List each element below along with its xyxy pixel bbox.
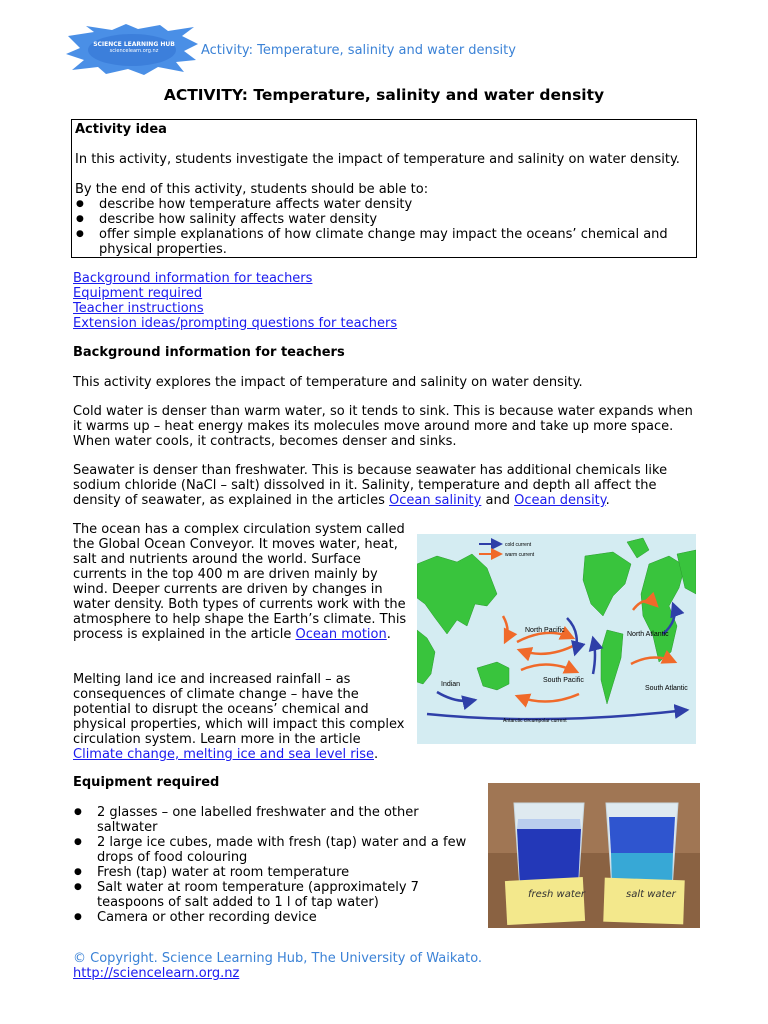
list-item: ● describe how temperature affects water density: [75, 197, 693, 212]
south-pacific-label: South Pacific: [543, 677, 584, 684]
legend-warm-label: warm current: [505, 552, 535, 558]
list-item: ● offer simple explanations of how climate change may impact the oceans’ chemical and physical properties.: [75, 227, 693, 257]
activity-idea-intro: In this activity, students investigate the impact of temperature and salinity on water density.: [75, 152, 680, 167]
activity-idea-box: [71, 119, 697, 258]
europe-africa-shape: [641, 556, 685, 662]
background-paragraph-1: This activity explores the impact of temperature and salinity on water density.: [73, 375, 583, 390]
glasses-photo: [488, 783, 700, 928]
background-heading: Background information for teachers: [73, 345, 345, 360]
link-extension-ideas[interactable]: Extension ideas/prompting questions for teachers: [73, 316, 398, 331]
legend-cold-label: cold current: [505, 542, 532, 548]
antarctic-label: Antarctic circumpolar current: [503, 718, 567, 724]
africa-shape: [417, 630, 435, 684]
salt-water-label: salt water: [626, 889, 676, 900]
background-paragraph-5: Melting land ice and increased rainfall – as consequences of climate change – have the potential to disrupt the oceans’ chemical and physical properties, which will impact this complex circulation system. Learn more in the article Climate change, melting ice and sea level rise.: [73, 672, 405, 762]
link-ocean-density[interactable]: Ocean density: [514, 493, 606, 508]
south-atlantic-label: South Atlantic: [645, 685, 688, 692]
page-header: [60, 22, 620, 80]
section-links: [73, 271, 397, 331]
list-item: ● 2 glasses – one labelled freshwater and the other saltwater: [73, 805, 478, 835]
link-teacher-instructions[interactable]: Teacher instructions: [73, 301, 204, 316]
page-title: ACTIVITY: Temperature, salinity and water density: [163, 86, 605, 104]
australia-shape: [477, 662, 509, 690]
south-america-shape: [601, 630, 623, 704]
fresh-water-label: fresh water: [528, 889, 586, 900]
list-item: ● describe how salinity affects water density: [75, 212, 693, 227]
background-paragraph-3: Seawater is denser than freshwater. This is because seawater has additional chemicals like sodium chloride (NaCl – salt) dissolved in it. Salinity, temperature and depth all affect the density of seawater, as explained in the articles Ocean salinity and Ocean density.: [73, 463, 668, 508]
north-pacific-label: North Pacific: [525, 627, 565, 634]
activity-idea-lead: By the end of this activity, students should be able to:: [75, 182, 429, 197]
background-paragraph-2: Cold water is denser than warm water, so it tends to sink. This is because water expands when it warms up – heat energy makes its molecules move around more and take up more space. When water cools, it contracts, becomes denser and sinks.: [73, 404, 693, 449]
north-atlantic-label: North Atlantic: [627, 631, 669, 638]
equipment-heading: Equipment required: [73, 775, 220, 790]
equipment-list: [73, 805, 478, 925]
link-equipment[interactable]: Equipment required: [73, 286, 203, 301]
science-learning-hub-logo: SCIENCE LEARNING HUB sciencelearn.org.nz: [64, 24, 200, 76]
list-item: ● Camera or other recording device: [73, 910, 478, 925]
header-title: Activity: Temperature, salinity and water density: [201, 43, 516, 58]
list-item: ● Fresh (tap) water at room temperature: [73, 865, 478, 880]
page-footer: [73, 951, 482, 981]
greenland-shape: [627, 538, 649, 558]
link-background[interactable]: Background information for teachers: [73, 271, 313, 286]
background-paragraph-4: The ocean has a complex circulation system called the Global Ocean Conveyor. It moves water, heat, salt and nutrients around the world. Surface currents in the top 400 m are driven mainly by wind. Deeper currents are driven by changes in water density. Both types of currents work with the atmosphere to help shape the Earth’s climate. This process is explained in the article Ocean motion.: [73, 522, 407, 642]
list-item: ● Salt water at room temperature (approximately 7 teaspoons of salt added to 1 l of tap water): [73, 880, 478, 910]
ocean-currents-map: [417, 534, 696, 744]
eurasia-shape: [417, 554, 497, 634]
copyright-text: © Copyright. Science Learning Hub, The University of Waikato.: [73, 951, 483, 966]
learning-outcomes-list: [75, 197, 693, 257]
link-climate-change[interactable]: Climate change, melting ice and sea level rise: [73, 747, 374, 762]
list-item: ● 2 large ice cubes, made with fresh (tap) water and a few drops of food colouring: [73, 835, 478, 865]
link-ocean-salinity[interactable]: Ocean salinity: [389, 493, 482, 508]
link-ocean-motion[interactable]: Ocean motion: [295, 627, 387, 642]
indian-label: Indian: [441, 681, 461, 688]
north-america-shape: [583, 552, 631, 616]
activity-idea-heading: Activity idea: [75, 122, 167, 137]
footer-url-link[interactable]: http://sciencelearn.org.nz: [73, 966, 240, 981]
